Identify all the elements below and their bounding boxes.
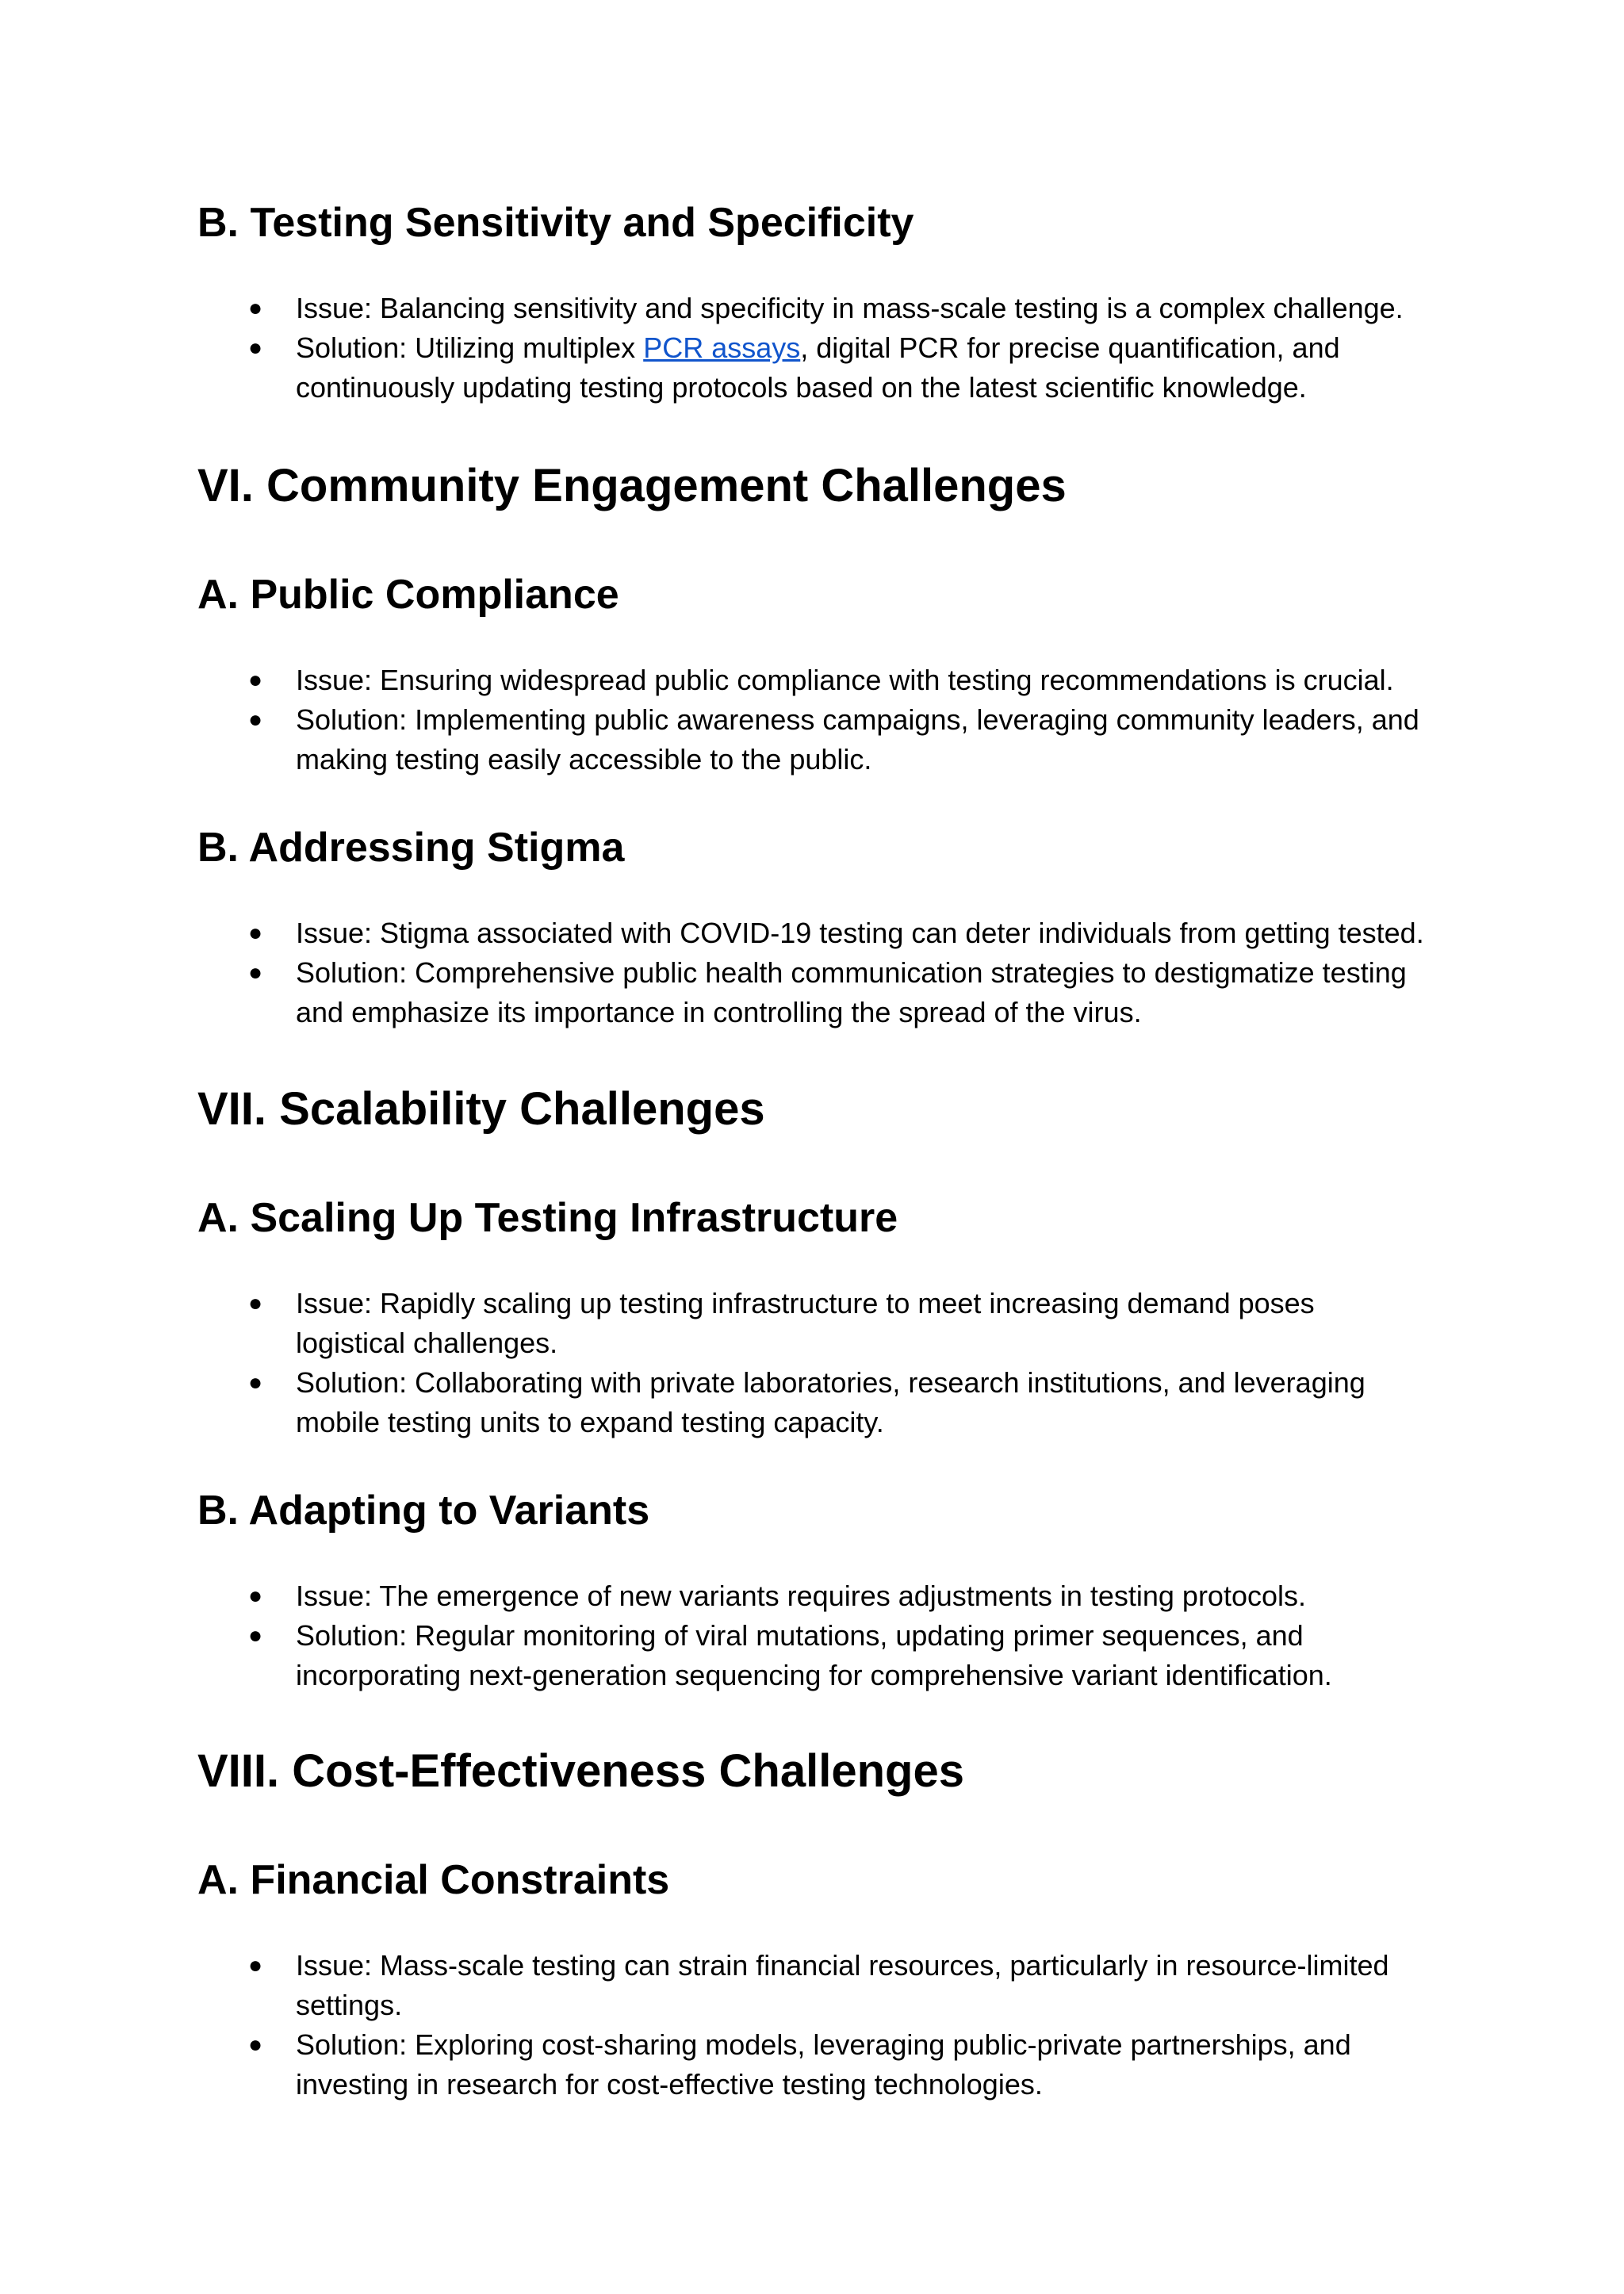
- list-item: [0, 913, 1501, 953]
- solution-text-line1: Solution: Collaborating with private laboratories, research institutions, and leveraging: [296, 1366, 1365, 1399]
- list-item: [0, 1616, 1501, 1695]
- bullet-icon: ●: [248, 335, 263, 361]
- bullet-icon: ●: [248, 1290, 263, 1316]
- list-item: [0, 1284, 1501, 1363]
- bullet-icon: ●: [248, 667, 263, 693]
- solution-text-suffix: , digital PCR for precise quantification, and: [800, 331, 1340, 364]
- bullet-icon: ●: [248, 1952, 263, 1978]
- list-item: [0, 289, 1501, 328]
- bullet-icon: ●: [248, 959, 263, 986]
- solution-text-line2: incorporating next-generation sequencing for comprehensive variant identification.: [296, 1659, 1332, 1691]
- solution-text-line2: continuously updating testing protocols based on the latest scientific knowledge.: [296, 371, 1307, 404]
- issue-text: Issue: Ensuring widespread public compliance with testing recommendations is crucial.: [296, 664, 1394, 696]
- heading-financial-constraints: A. Financial Constraints: [197, 1857, 670, 1903]
- solution-text-line1: Solution: Regular monitoring of viral mutations, updating primer sequences, and: [296, 1619, 1304, 1652]
- bullet-icon: ●: [248, 1622, 263, 1649]
- issue-text: Issue: Stigma associated with COVID-19 testing can deter individuals from getting tested.: [296, 917, 1424, 949]
- heading-adapting-variants: B. Adapting to Variants: [197, 1488, 650, 1534]
- bullet-list-public-compliance: [0, 661, 1501, 779]
- bullet-list-addressing-stigma: [0, 913, 1501, 1032]
- solution-text-line1: Solution: Implementing public awareness campaigns, leveraging community leaders, and: [296, 703, 1419, 736]
- list-item: [0, 661, 1501, 700]
- list-item: [0, 953, 1501, 1032]
- bullet-icon: ●: [248, 920, 263, 946]
- bullet-icon: ●: [248, 1583, 263, 1609]
- issue-text-line2: settings.: [296, 1989, 403, 2021]
- solution-text-line2: making testing easily accessible to the public.: [296, 743, 872, 776]
- solution-text-line2: mobile testing units to expand testing capacity.: [296, 1406, 884, 1438]
- heading-testing-sensitivity: B. Testing Sensitivity and Specificity: [197, 200, 914, 246]
- list-item: [0, 700, 1501, 779]
- solution-text-line2: and emphasize its importance in controlling the spread of the virus.: [296, 996, 1142, 1028]
- bullet-list-scaling-up: [0, 1284, 1501, 1442]
- solution-text-prefix: Solution: Utilizing multiplex: [296, 331, 644, 364]
- issue-text-line1: Issue: Mass-scale testing can strain financial resources, particularly in resource-limited: [296, 1949, 1389, 1982]
- bullet-icon: ●: [248, 2032, 263, 2058]
- list-item: [0, 2025, 1501, 2104]
- heading-community-engagement: VI. Community Engagement Challenges: [197, 460, 1067, 511]
- solution-text-line1: [296, 328, 1501, 368]
- heading-cost-effectiveness: VIII. Cost-Effectiveness Challenges: [197, 1745, 964, 1797]
- issue-text-line2: logistical challenges.: [296, 1327, 558, 1359]
- solution-text-line1: Solution: Exploring cost-sharing models, leveraging public-private partnerships, and: [296, 2028, 1351, 2061]
- list-item: [0, 1946, 1501, 2025]
- heading-addressing-stigma: B. Addressing Stigma: [197, 825, 625, 871]
- heading-scaling-up: A. Scaling Up Testing Infrastructure: [197, 1195, 898, 1241]
- bullet-icon: ●: [248, 707, 263, 733]
- issue-text: Issue: Balancing sensitivity and specificity in mass-scale testing is a complex challenge.: [296, 292, 1404, 324]
- issue-text: Issue: The emergence of new variants requires adjustments in testing protocols.: [296, 1580, 1306, 1612]
- bullet-list-testing-sensitivity: [0, 289, 1501, 408]
- list-item: [0, 1576, 1501, 1616]
- bullet-icon: ●: [248, 295, 263, 321]
- list-item: [0, 328, 1501, 408]
- pcr-assays-link[interactable]: PCR assays: [643, 331, 801, 364]
- heading-scalability: VII. Scalability Challenges: [197, 1083, 765, 1135]
- bullet-list-adapting-variants: [0, 1576, 1501, 1695]
- bullet-list-financial-constraints: [0, 1946, 1501, 2104]
- list-item: [0, 1363, 1501, 1442]
- heading-public-compliance: A. Public Compliance: [197, 572, 619, 618]
- bullet-icon: ●: [248, 1369, 263, 1396]
- issue-text-line1: Issue: Rapidly scaling up testing infrastructure to meet increasing demand poses: [296, 1287, 1315, 1319]
- solution-text-line2: investing in research for cost-effective testing technologies.: [296, 2068, 1043, 2101]
- solution-text-line1: Solution: Comprehensive public health communication strategies to destigmatize testing: [296, 956, 1407, 989]
